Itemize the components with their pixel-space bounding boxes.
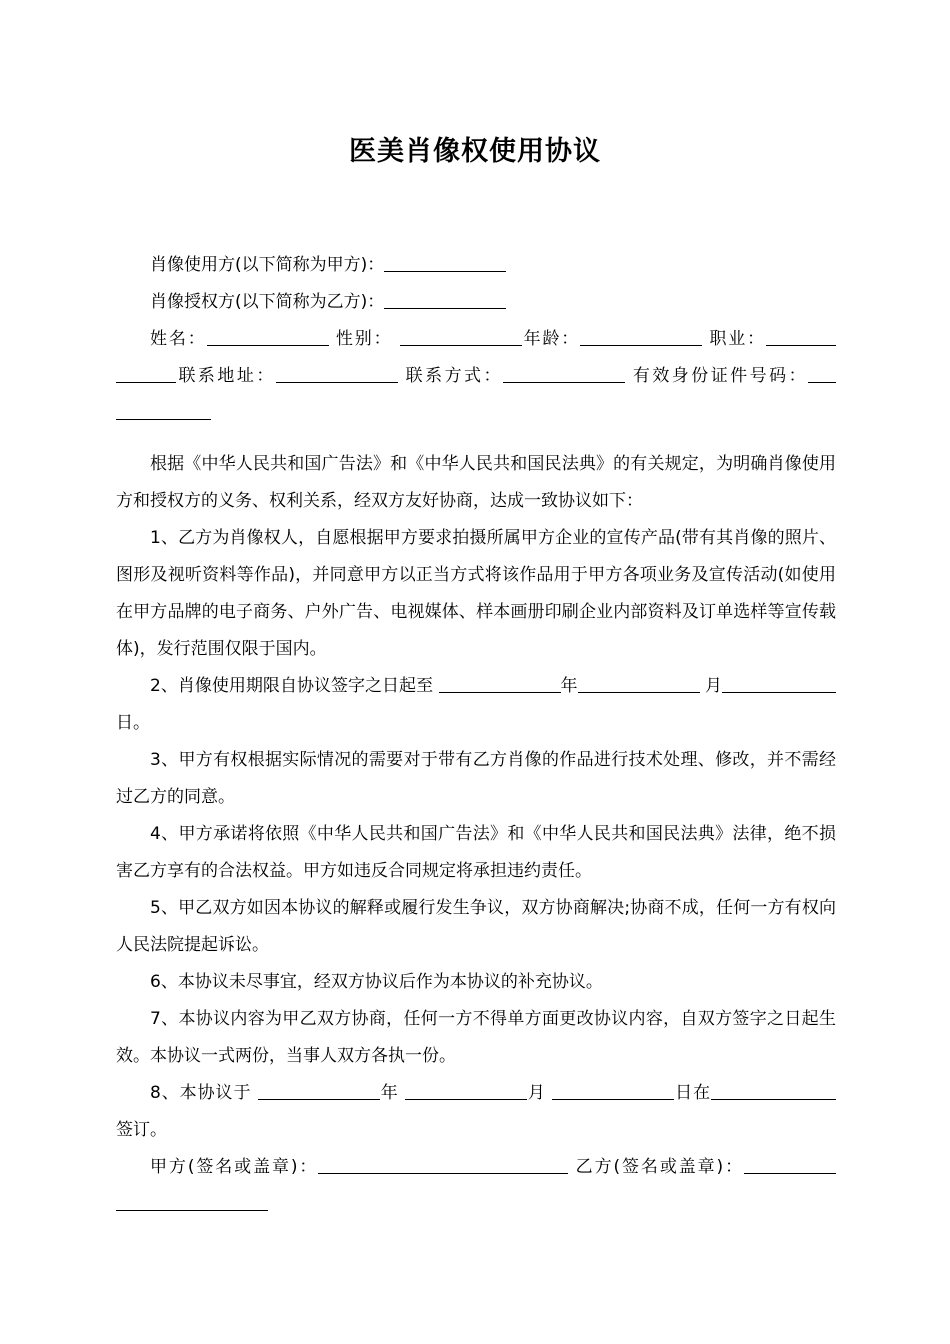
id-number-blank-continued (116, 399, 211, 420)
sign-year-label: 年 (379, 1083, 399, 1103)
party-b-signature-label: 乙方(签名或盖章)： (575, 1157, 744, 1177)
age-blank (580, 325, 702, 346)
term-day-blank (722, 672, 792, 693)
party-b-signature-blank (744, 1153, 836, 1174)
gender-blank (400, 325, 522, 346)
contact-label: 联系方式： (405, 366, 503, 386)
party-a-label: 肖像使用方(以下简称为甲方)： (150, 255, 385, 275)
clause-3: 3、甲方有权根据实际情况的需要对于带有乙方肖像的作品进行技术处理、修改，并不需经过乙方的同意。 (116, 750, 836, 807)
clause-8 (116, 1075, 836, 1149)
clause-1: 1、乙方为肖像权人，自愿根据甲方要求拍摄所属甲方企业的宣传产品(带有其肖像的照片、图形及视听资料等作品)，并同意甲方以正当方式将该作品用于甲方各项业务及宣传活动(如使用在甲方品牌的电子商务、户外广告、电视媒体、样本画册印刷企业内部资料及订单选样等宣传载体)，发行范围仅限于国内。 (116, 528, 836, 659)
name-blank (207, 325, 329, 346)
sign-day-blank (552, 1079, 674, 1100)
sign-place-blank-continued (826, 1079, 836, 1100)
document-title: 医美肖像权使用协议 (349, 136, 601, 167)
term-month-blank (578, 672, 700, 693)
sign-day-label: 日在 (674, 1083, 712, 1103)
id-number-blank (808, 362, 836, 383)
contact-blank (503, 362, 625, 383)
party-a-line (116, 247, 836, 284)
clause-8-text: 8、本协议于 (150, 1083, 252, 1103)
sign-year-blank (258, 1079, 380, 1100)
clause-7: 7、本协议内容为甲乙双方协商，任何一方不得单方面更改协议内容，自双方签字之日起生效。本协议一式两份，当事人双方各执一份。 (116, 1009, 836, 1066)
signed-label: 签订。 (116, 1120, 167, 1140)
clause-2-text: 2、肖像使用期限自协议签字之日起至 (150, 676, 434, 696)
party-b-label: 肖像授权方(以下简称为乙方)： (150, 292, 385, 312)
clause-2 (116, 668, 836, 742)
document-body (116, 247, 836, 1223)
gender-label: 性别： (335, 329, 393, 349)
party-b-line (116, 284, 836, 321)
preamble-paragraph: 根据《中华人民共和国广告法》和《中华人民共和国民法典》的有关规定，为明确肖像使用方和授权方的义务、权利关系，经双方友好协商，达成一致协议如下： (116, 454, 836, 511)
job-blank-continued (116, 362, 176, 383)
term-month-label: 月 (704, 676, 723, 696)
job-blank (766, 325, 836, 346)
age-label: 年龄： (521, 329, 581, 349)
party-b-details (116, 321, 836, 432)
party-b-signature-blank-continued (116, 1190, 268, 1211)
party-a-signature-blank (318, 1153, 568, 1174)
job-label: 职业： (709, 329, 767, 349)
address-blank (276, 362, 398, 383)
sign-month-label: 月 (527, 1083, 546, 1103)
address-label: 联系地址： (176, 366, 276, 386)
id-number-label: 有效身份证件号码： (632, 366, 809, 386)
sign-place-blank (711, 1079, 826, 1100)
clause-5: 5、甲乙双方如因本协议的解释或履行发生争议，双方协商解决;协商不成，任何一方有权向人民法院提起诉讼。 (116, 898, 836, 955)
party-a-signature-label: 甲方(签名或盖章)： (150, 1157, 319, 1177)
signature-line (116, 1149, 836, 1223)
term-day-blank-continued (792, 672, 836, 693)
party-a-blank (384, 251, 506, 272)
clause-6: 6、本协议未尽事宜，经双方协议后作为本协议的补充协议。 (150, 972, 603, 992)
name-label: 姓名： (150, 329, 207, 349)
term-year-blank (439, 672, 561, 693)
term-year-label: 年 (560, 676, 578, 696)
sign-month-blank (405, 1079, 527, 1100)
party-b-blank (384, 288, 506, 309)
term-day-label: 日。 (116, 713, 150, 733)
clause-4: 4、甲方承诺将依照《中华人民共和国广告法》和《中华人民共和国民法典》法律，绝不损害乙方享有的合法权益。甲方如违反合同规定将承担违约责任。 (116, 824, 836, 881)
